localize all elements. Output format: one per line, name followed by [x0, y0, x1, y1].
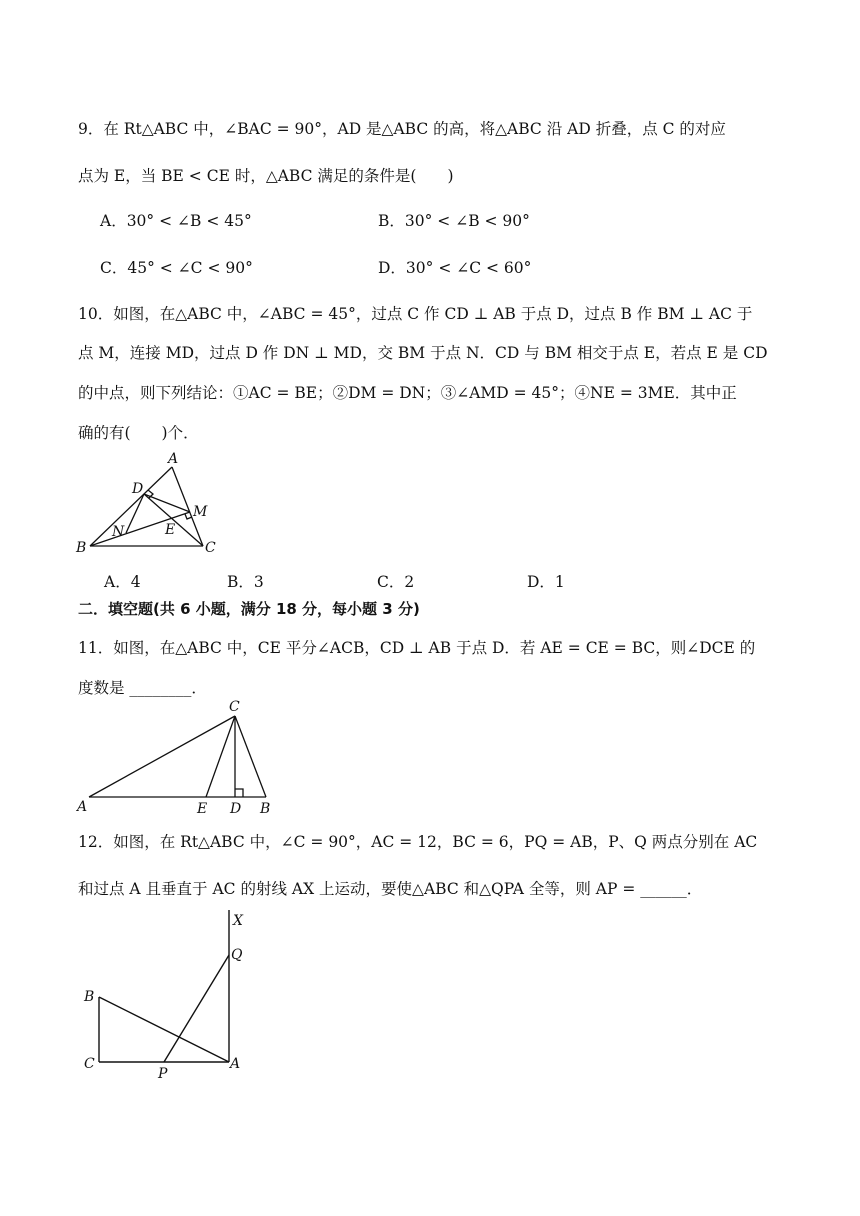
q10-stem-line1: 10．如图，在△ABC 中，∠ABC = 45°，过点 C 作 CD ⊥ AB 于点 D，过点 B 作 BM ⊥ AC 于 [78, 305, 753, 323]
q10-stem-line3: 的中点，则下列结论：①AC = BE；②DM = DN；③∠AMD = 45°；④NE = 3ME．其中正 [78, 384, 737, 402]
q10-label-c: C [205, 540, 216, 556]
q10-option-a: A．4 [104, 573, 141, 591]
q9-stem-line2: 点为 E，当 BE < CE 时，△ABC 满足的条件是( ) [78, 167, 454, 185]
q10-label-n: N [112, 524, 125, 540]
q9-option-c: C．45° < ∠C < 90° [100, 259, 253, 277]
q12-label-a: A [230, 1056, 241, 1072]
q11-stem-line2: 度数是 ________． [78, 679, 207, 697]
q9-option-a: A．30° < ∠B < 45° [100, 212, 252, 230]
q12-label-c: C [84, 1056, 95, 1072]
q12-label-b: B [84, 989, 95, 1005]
q9-option-d: D．30° < ∠C < 60° [378, 259, 532, 277]
q12-stem-line1: 12．如图，在 Rt△ABC 中，∠C = 90°，AC = 12，BC = 6，PQ = AB，P、Q 两点分别在 AC [78, 833, 758, 851]
section-heading: 二．填空题(共 6 小题，满分 18 分，每小题 3 分) [78, 600, 420, 618]
q12-stem-line2: 和过点 A 且垂直于 AC 的射线 AX 上运动，要使△ABC 和△QPA 全等，则 AP = ______． [78, 880, 703, 898]
q11-label-a: A [77, 799, 88, 815]
q12-label-p: P [158, 1066, 168, 1082]
q11-stem-line1: 11．如图，在△ABC 中，CE 平分∠ACB，CD ⊥ AB 于点 D．若 AE = CE = BC，则∠DCE 的 [78, 639, 756, 657]
q10-stem-line2: 点 M，连接 MD，过点 D 作 DN ⊥ MD，交 BM 于点 N．CD 与 BM 相交于点 E，若点 E 是 CD [78, 344, 768, 362]
q9-option-b: B．30° < ∠B < 90° [378, 212, 530, 230]
q10-option-b: B．3 [227, 573, 264, 591]
q10-option-c: C．2 [377, 573, 415, 591]
q10-stem-line4: 确的有( )个． [78, 424, 199, 442]
q11-label-c: C [229, 699, 240, 715]
q10-option-d: D．1 [527, 573, 565, 591]
q10-label-d: D [132, 481, 144, 497]
q11-label-e: E [197, 801, 208, 817]
q10-label-a: A [168, 451, 179, 467]
q12-label-x: X [233, 913, 243, 929]
q10-label-m: M [193, 504, 208, 520]
q11-label-d: D [230, 801, 242, 817]
q10-label-b: B [76, 540, 87, 556]
q9-stem-line1: 9．在 Rt△ABC 中，∠BAC = 90°，AD 是△ABC 的高，将△ABC 沿 AD 折叠，点 C 的对应 [78, 120, 726, 138]
q10-label-e: E [165, 522, 176, 538]
q12-label-q: Q [231, 947, 243, 963]
q11-label-b: B [260, 801, 271, 817]
q12-segment-ab [99, 997, 229, 1062]
